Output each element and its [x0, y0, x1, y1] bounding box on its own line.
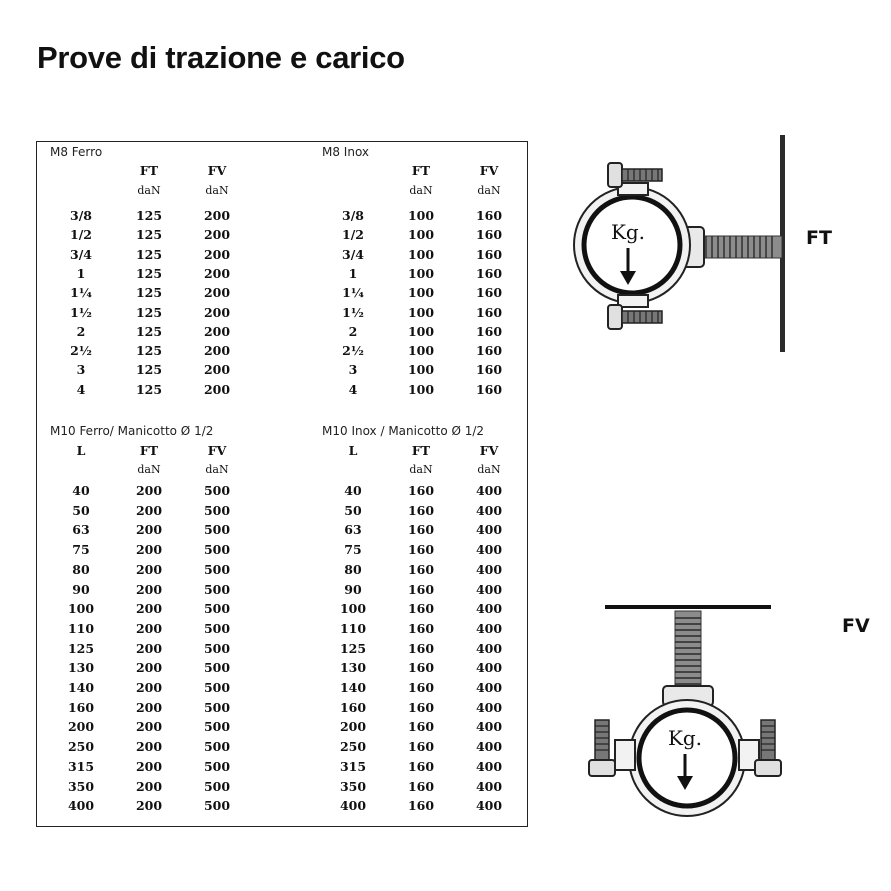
fv-value-cell: 500: [203, 660, 231, 676]
fv-value-cell: 500: [203, 699, 231, 715]
size-cell: 1/2: [342, 227, 364, 243]
section-title: M8 Inox: [322, 145, 370, 159]
unit-label: daN: [137, 184, 161, 197]
fv-value-cell: 160: [475, 381, 503, 397]
ft-value-cell: 200: [135, 522, 163, 538]
column-header: FV: [207, 163, 227, 178]
fv-value-cell: 500: [203, 798, 231, 814]
ft-value-cell: 160: [407, 640, 435, 656]
ft-value-cell: 160: [407, 502, 435, 518]
ft-value-cell: 200: [135, 483, 163, 498]
size-cell: 140: [339, 680, 367, 695]
ft-value-cell: 200: [135, 739, 163, 755]
unit-label: daN: [137, 463, 161, 476]
ft-value-cell: 200: [135, 699, 163, 715]
size-cell: 2½: [342, 343, 364, 359]
ft-value-cell: 160: [407, 601, 435, 617]
size-cell: 125: [67, 640, 95, 656]
ft-value-cell: 160: [407, 739, 435, 755]
fv-value-cell: 200: [203, 208, 231, 223]
size-cell: 63: [344, 522, 362, 538]
fv-value-cell: 400: [475, 502, 503, 518]
size-cell: 110: [339, 620, 367, 636]
size-cell: 1/2: [70, 227, 92, 243]
size-cell: 63: [72, 522, 90, 538]
size-cell: 1: [76, 265, 86, 281]
size-cell: 80: [72, 561, 90, 577]
fv-value-cell: 400: [475, 561, 503, 577]
fv-value-cell: 500: [203, 542, 231, 558]
ft-value-cell: 160: [407, 561, 435, 577]
ft-value-cell: 100: [407, 304, 435, 320]
size-cell: 80: [344, 561, 362, 577]
ft-value-cell: 160: [407, 778, 435, 794]
size-cell: 1¼: [342, 285, 364, 301]
size-cell: 50: [72, 502, 90, 518]
size-cell: 3/8: [342, 208, 364, 223]
fv-value-cell: 400: [475, 522, 503, 538]
fv-diagram: [565, 600, 805, 820]
size-cell: 1½: [70, 304, 92, 320]
fv-value-cell: 400: [475, 660, 503, 676]
fv-value-cell: 400: [475, 778, 503, 794]
unit-label: daN: [409, 184, 433, 197]
ft-value-cell: 160: [407, 522, 435, 538]
fv-value-cell: 500: [203, 581, 231, 597]
size-cell: 250: [339, 739, 367, 755]
column-header: FT: [411, 163, 431, 178]
fv-value-cell: 500: [203, 601, 231, 617]
unit-label: daN: [205, 184, 229, 197]
fv-value-cell: 400: [475, 640, 503, 656]
fv-value-cell: 500: [203, 502, 231, 518]
fv-value-cell: 400: [475, 542, 503, 558]
section-title: M8 Ferro: [50, 145, 103, 159]
ft-value-cell: 160: [407, 758, 435, 774]
size-cell: 160: [67, 699, 95, 715]
column-header: FV: [479, 443, 499, 458]
ft-value-cell: 100: [407, 343, 435, 359]
ft-value-cell: 200: [135, 719, 163, 735]
ft-diagram: [560, 135, 800, 360]
column-header: L: [348, 443, 358, 458]
fv-value-cell: 500: [203, 758, 231, 774]
column-header: L: [76, 443, 86, 458]
fv-value-cell: 500: [203, 483, 231, 498]
ft-value-cell: 200: [135, 680, 163, 695]
column-header: FV: [479, 163, 499, 178]
fv-value-cell: 400: [475, 798, 503, 814]
fv-value-cell: 400: [475, 620, 503, 636]
fv-value-cell: 200: [203, 265, 231, 281]
ft-value-cell: 160: [407, 798, 435, 814]
ft-value-cell: 100: [407, 246, 435, 262]
fv-value-cell: 500: [203, 719, 231, 735]
column-header: FT: [139, 443, 159, 458]
ft-value-cell: 160: [407, 620, 435, 636]
unit-label: daN: [409, 463, 433, 476]
size-cell: 3/8: [70, 208, 92, 223]
ft-value-cell: 100: [407, 323, 435, 339]
size-cell: 250: [67, 739, 95, 755]
ft-value-cell: 160: [407, 542, 435, 558]
fv-load-text: Kg.: [667, 726, 703, 750]
size-cell: 125: [339, 640, 367, 656]
size-cell: 1: [348, 265, 358, 281]
ft-value-cell: 160: [407, 719, 435, 735]
fv-value-cell: 160: [475, 227, 503, 243]
fv-value-cell: 500: [203, 640, 231, 656]
unit-label: daN: [477, 184, 501, 197]
size-cell: 140: [67, 680, 95, 695]
ft-value-cell: 100: [407, 227, 435, 243]
fv-value-cell: 200: [203, 343, 231, 359]
ft-label: FT: [806, 227, 832, 249]
size-cell: 75: [344, 542, 362, 558]
section-title: M10 Ferro/ Manicotto Ø 1/2: [50, 424, 214, 438]
size-cell: 130: [339, 660, 367, 676]
size-cell: 3/4: [70, 246, 92, 262]
ft-value-cell: 200: [135, 778, 163, 794]
size-cell: 50: [344, 502, 362, 518]
fv-value-cell: 500: [203, 522, 231, 538]
ft-value-cell: 100: [407, 362, 435, 378]
size-cell: 400: [67, 798, 95, 814]
size-cell: 160: [339, 699, 367, 715]
size-cell: 1¼: [70, 285, 92, 301]
size-cell: 2½: [70, 343, 92, 359]
fv-value-cell: 500: [203, 561, 231, 577]
ft-value-cell: 125: [135, 208, 163, 223]
fv-value-cell: 160: [475, 246, 503, 262]
fv-value-cell: 500: [203, 739, 231, 755]
size-cell: 200: [339, 719, 367, 735]
fv-value-cell: 160: [475, 285, 503, 301]
fv-value-cell: 400: [475, 601, 503, 617]
size-cell: 130: [67, 660, 95, 676]
size-cell: 315: [67, 758, 95, 774]
ft-value-cell: 160: [407, 581, 435, 597]
size-cell: 40: [72, 483, 90, 498]
fv-value-cell: 400: [475, 758, 503, 774]
fv-value-cell: 400: [475, 739, 503, 755]
fv-value-cell: 200: [203, 362, 231, 378]
fv-value-cell: 200: [203, 285, 231, 301]
size-cell: 1½: [342, 304, 364, 320]
fv-value-cell: 160: [475, 304, 503, 320]
ft-value-cell: 125: [135, 381, 163, 397]
ft-value-cell: 200: [135, 660, 163, 676]
column-header: FT: [139, 163, 159, 178]
ft-value-cell: 100: [407, 265, 435, 281]
page-title: Prove di trazione e carico: [37, 40, 405, 75]
fv-value-cell: 160: [475, 343, 503, 359]
fv-value-cell: 500: [203, 680, 231, 695]
ft-load-text: Kg.: [610, 220, 646, 244]
ft-value-cell: 125: [135, 265, 163, 281]
ft-value-cell: 125: [135, 323, 163, 339]
size-cell: 350: [67, 778, 95, 794]
size-cell: 4: [76, 381, 86, 397]
section-title: M10 Inox / Manicotto Ø 1/2: [322, 424, 485, 438]
ft-value-cell: 100: [407, 381, 435, 397]
ft-value-cell: 200: [135, 542, 163, 558]
fv-value-cell: 400: [475, 581, 503, 597]
size-cell: 4: [348, 381, 358, 397]
fv-value-cell: 200: [203, 304, 231, 320]
fv-value-cell: 160: [475, 265, 503, 281]
fv-value-cell: 400: [475, 699, 503, 715]
fv-value-cell: 400: [475, 483, 503, 498]
size-cell: 3/4: [342, 246, 364, 262]
size-cell: 2: [348, 323, 358, 339]
ft-value-cell: 200: [135, 601, 163, 617]
size-cell: 90: [72, 581, 90, 597]
fv-value-cell: 400: [475, 680, 503, 695]
size-cell: 40: [344, 483, 362, 498]
ft-value-cell: 125: [135, 246, 163, 262]
fv-label: FV: [842, 615, 870, 637]
fv-value-cell: 200: [203, 227, 231, 243]
ft-value-cell: 160: [407, 483, 435, 498]
ft-value-cell: 200: [135, 502, 163, 518]
ft-value-cell: 200: [135, 620, 163, 636]
unit-label: daN: [477, 463, 501, 476]
ft-value-cell: 125: [135, 285, 163, 301]
fv-value-cell: 500: [203, 620, 231, 636]
column-header: FV: [207, 443, 227, 458]
ft-value-cell: 125: [135, 343, 163, 359]
load-test-table: [36, 141, 528, 827]
ft-value-cell: 100: [407, 208, 435, 223]
size-cell: 200: [67, 719, 95, 735]
fv-value-cell: 160: [475, 362, 503, 378]
size-cell: 350: [339, 778, 367, 794]
fv-value-cell: 200: [203, 323, 231, 339]
size-cell: 400: [339, 798, 367, 814]
fv-value-cell: 200: [203, 246, 231, 262]
ft-value-cell: 125: [135, 304, 163, 320]
ft-value-cell: 200: [135, 798, 163, 814]
size-cell: 3: [348, 362, 358, 378]
fv-value-cell: 160: [475, 323, 503, 339]
fv-value-cell: 400: [475, 719, 503, 735]
size-cell: 100: [67, 601, 95, 617]
ft-value-cell: 125: [135, 362, 163, 378]
size-cell: 3: [76, 362, 86, 378]
size-cell: 2: [76, 323, 86, 339]
ft-value-cell: 160: [407, 660, 435, 676]
ft-value-cell: 160: [407, 680, 435, 695]
size-cell: 315: [339, 758, 367, 774]
size-cell: 90: [344, 581, 362, 597]
ft-value-cell: 100: [407, 285, 435, 301]
size-cell: 100: [339, 601, 367, 617]
ft-value-cell: 160: [407, 699, 435, 715]
fv-value-cell: 500: [203, 778, 231, 794]
column-header: FT: [411, 443, 431, 458]
ft-value-cell: 200: [135, 758, 163, 774]
unit-label: daN: [205, 463, 229, 476]
size-cell: 75: [72, 542, 90, 558]
ft-value-cell: 200: [135, 561, 163, 577]
fv-value-cell: 200: [203, 381, 231, 397]
ft-value-cell: 125: [135, 227, 163, 243]
ft-value-cell: 200: [135, 640, 163, 656]
fv-value-cell: 160: [475, 208, 503, 223]
size-cell: 110: [67, 620, 95, 636]
ft-value-cell: 200: [135, 581, 163, 597]
